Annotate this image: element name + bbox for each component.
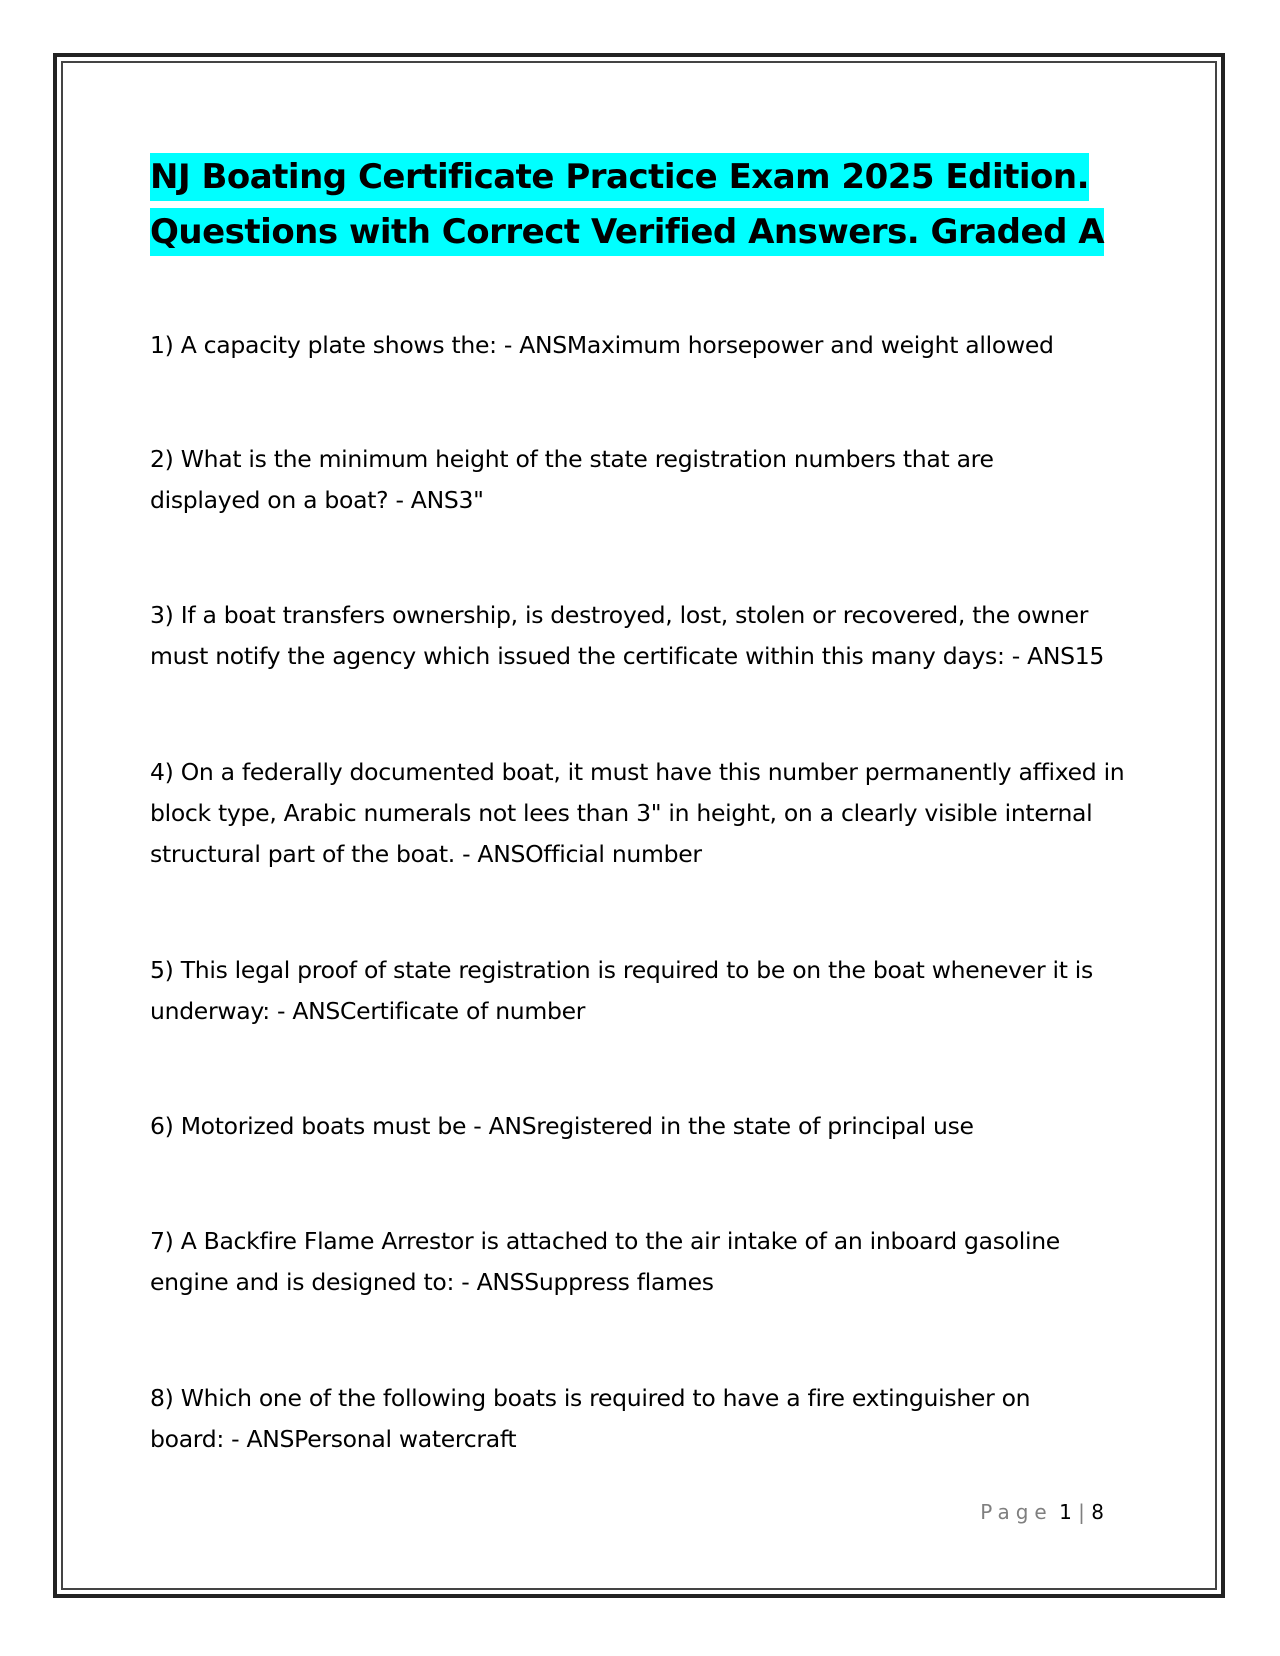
document-title (150, 150, 1140, 260)
question-1: 1) A capacity plate shows the: - ANSMaximum horsepower and weight allowed (150, 331, 1054, 359)
title-line-1: NJ Boating Certificate Practice Exam 2025 Edition. (150, 153, 1089, 201)
title-highlight (150, 153, 1104, 256)
question-3: 3) If a boat transfers ownership, is destroyed, lost, stolen or recovered, the owner must notify the agency which issued the certificate within this many days: - ANS15 (150, 601, 1105, 670)
question-8: 8) Which one of the following boats is required to have a fire extinguisher on board: - ANSPersonal watercraft (150, 1384, 1031, 1453)
question-7: 7) A Backfire Flame Arrestor is attached to the air intake of an inboard gasoline engine and is designed to: - ANSSuppress flames (150, 1227, 1060, 1296)
question-4: 4) On a federally documented boat, it must have this number permanently affixed in block type, Arabic numerals not lees than 3" in height, on a clearly visible internal structural part of the boat. - ANSOfficial number (150, 758, 1125, 868)
title-line-2: Questions with Correct Verified Answers. Graded A (150, 208, 1104, 256)
question-2: 2) What is the minimum height of the state registration numbers that are displayed on a boat? - ANS3" (150, 445, 994, 514)
page-footer (980, 1500, 1104, 1524)
footer-total-pages: 8 (1091, 1500, 1104, 1524)
question-6: 6) Motorized boats must be - ANSregistered in the state of principal use (150, 1112, 974, 1140)
question-5: 5) This legal proof of state registration is required to be on the boat whenever it is underway: - ANSCertificate of number (150, 956, 1093, 1025)
footer-separator: | (1078, 1500, 1085, 1524)
footer-page-label: Page (980, 1500, 1053, 1524)
footer-current-page: 1 (1059, 1500, 1072, 1524)
page-content (150, 150, 1140, 1453)
